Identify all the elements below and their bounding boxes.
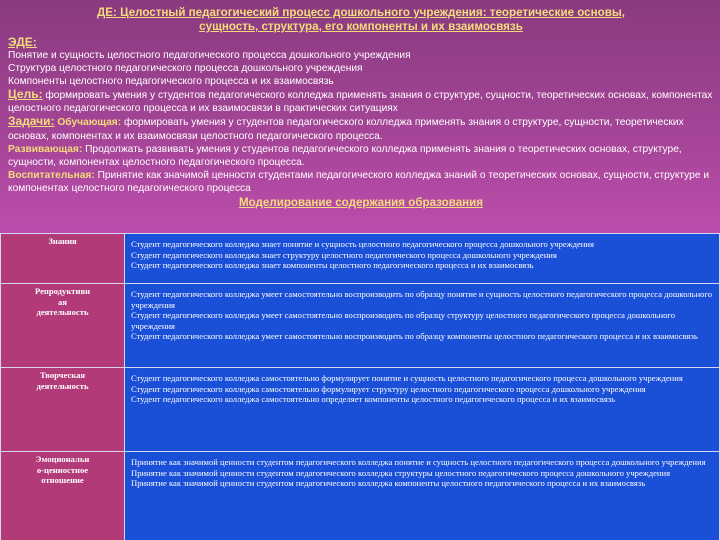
row-label-cell [1, 234, 125, 284]
educating-text: Принятие как значимой ценности студентами педагогического колледжа знаний о теоретических основах, сущности, структуре и компонентах целостного педагогического процесса [8, 169, 710, 194]
table-row [1, 234, 720, 284]
row-label: деятельность [36, 307, 89, 318]
row-label: Репродуктивн [34, 286, 91, 296]
row-label: Творческая [39, 370, 86, 380]
goal-paragraph [8, 88, 714, 115]
goal-text: формировать умения у студентов педагогического колледжа применять знания о структуре, сущности, теоретических основах, компонентах целостного педагогического процесса и их взаимосвязи в практических ситуациях [8, 90, 713, 115]
goal-label: Цель: [8, 87, 43, 102]
content-line: Студент педагогического колледжа умеет самостоятельно воспроизводить по образцу понятие и сущность целостного педагогического процесса дошкольного учреждения [131, 289, 713, 310]
content-line: Принятие как значимой ценности студентом педагогического колледжа структуры целостного педагогического процесса дошкольного учреждения [131, 467, 671, 478]
row-content-cell [125, 234, 720, 284]
model-title: Моделирование содержания образования [238, 196, 484, 210]
de-item: Понятие и сущность целостного педагогического процесса дошкольного учреждения [8, 50, 411, 61]
de-item: Структура целостного педагогического процесса дошкольного учреждения [8, 63, 363, 75]
title-line-1: ДЕ: Целостный педагогический процесс дошкольного учреждения: теоретические основы, [97, 6, 625, 19]
educating-task-paragraph [8, 169, 714, 195]
content-line: Студент педагогического колледжа самостоятельно формулирует структуру целостного педагогического процесса дошкольного учреждения [131, 383, 646, 394]
row-label: отношение [41, 475, 84, 486]
content-line: Студент педагогического колледжа умеет самостоятельно воспроизводить по образцу компоненты целостного педагогического процесса и их взаимосвязь [131, 331, 698, 342]
teaching-label: Обучающая: [54, 117, 122, 129]
content-line: Студент педагогического колледжа самостоятельно определяет компоненты целостного педагогического процесса и их взаимосвязь [131, 394, 616, 405]
row-label: деятельность [36, 380, 89, 391]
row-label: Знания [48, 236, 77, 246]
row-label: ая [58, 296, 67, 307]
title-line-2: сущность, структура, его компоненты и их взаимосвязь [199, 20, 523, 33]
content-line: Студент педагогического колледжа самостоятельно формулирует понятие и сущность целостного педагогического процесса дошкольного учреждения [131, 373, 683, 383]
content-line: Принятие как значимой ценности студентом педагогического колледжа понятие и сущность целостного педагогического процесса дошкольного учреждения [131, 457, 706, 467]
table-row [1, 452, 720, 540]
row-label: Эмоциональн [35, 454, 90, 464]
content-line: Студент педагогического колледжа знает структуру целостного педагогического процесса дошкольного учреждения [131, 249, 557, 260]
header-block [0, 0, 720, 233]
educating-label: Воспитательная: [8, 169, 95, 181]
content-line: Студент педагогического колледжа знает понятие и сущность целостного педагогического процесса дошкольного учреждения [131, 239, 594, 249]
developing-task-paragraph [8, 143, 714, 169]
row-label-cell [1, 284, 125, 368]
de-item: Компоненты целостного педагогического процесса и их взаимосвязь [8, 76, 334, 88]
content-table [0, 233, 720, 540]
table-row [1, 284, 720, 368]
content-line: Студент педагогического колледжа знает компоненты целостного педагогического процесса и их взаимосвязь [131, 260, 534, 271]
developing-text: Продолжать развивать умения у студентов педагогического колледжа применять знания о теоретических основах, структуре, сущности, компонентах целостного педагогического процесса. [8, 143, 682, 168]
row-label-cell [1, 452, 125, 540]
teaching-task-paragraph [8, 115, 714, 142]
row-content-cell [125, 368, 720, 452]
row-label: о-ценностное [36, 464, 89, 475]
de-label: ЭДЕ: [8, 35, 37, 49]
content-line: Студент педагогического колледжа умеет самостоятельно воспроизводить по образцу структуру целостного педагогического процесса дошкольного учреждения [131, 310, 676, 331]
teaching-text: формировать умения у студентов педагогического колледжа применять знания о структуре, сущности, теоретических основах, компонентах и их взаимосвязи целостного педагогического процесса. [8, 117, 684, 142]
developing-label: Развивающая: [8, 143, 83, 155]
tasks-label: Задачи: [8, 114, 55, 129]
row-label-cell [1, 368, 125, 452]
row-content-cell [125, 284, 720, 368]
row-content-cell [125, 452, 720, 540]
page-title [8, 6, 714, 34]
table-row [1, 368, 720, 452]
content-line: Принятие как значимой ценности студентом педагогического колледжа компоненты целостного педагогического процесса и их взаимосвязь [131, 478, 646, 489]
